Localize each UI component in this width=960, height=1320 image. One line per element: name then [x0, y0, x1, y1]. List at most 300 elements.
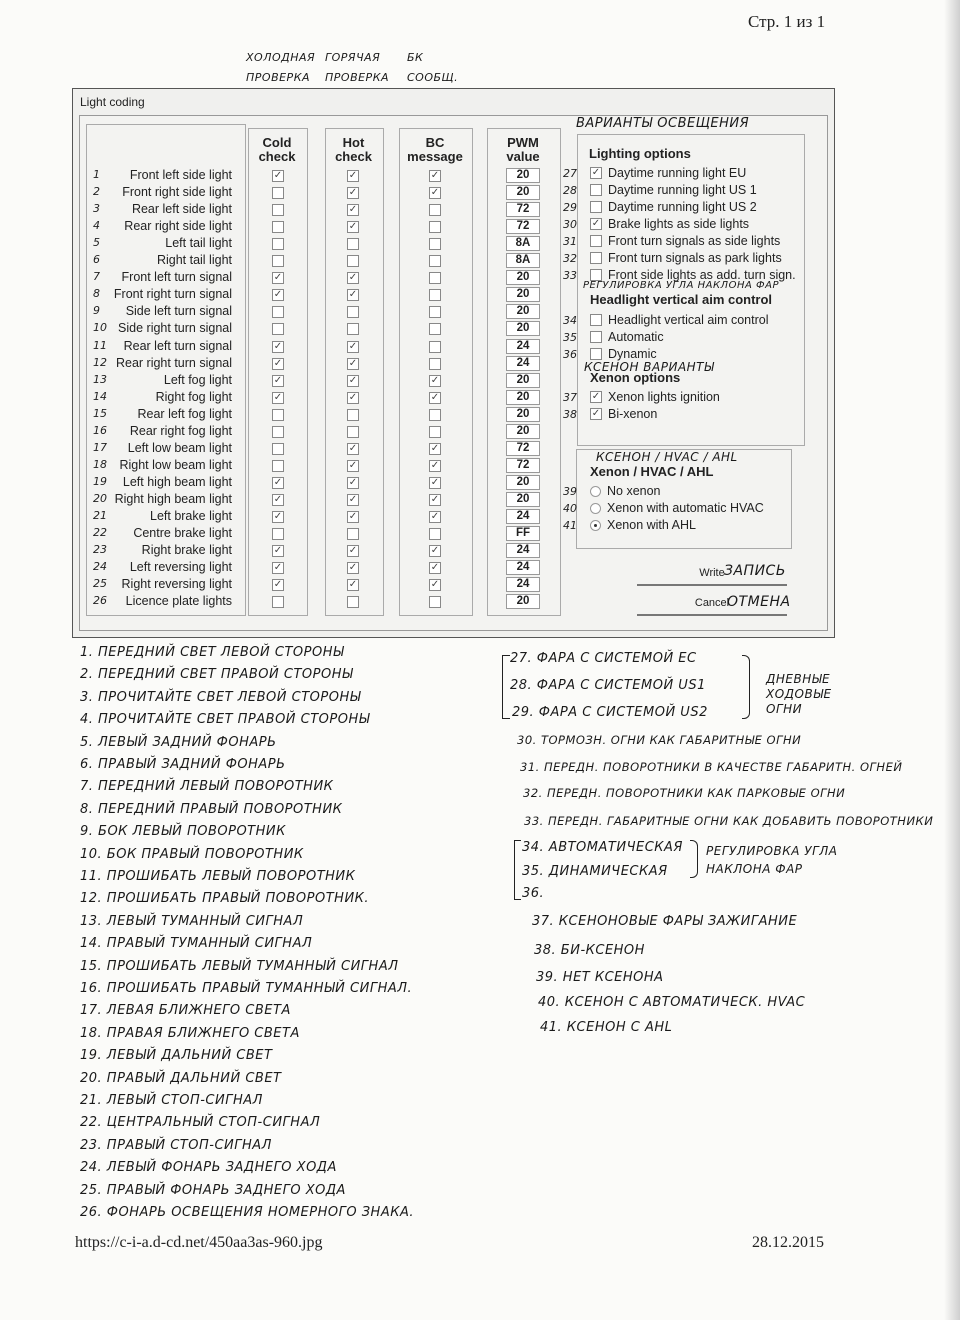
note-left-item: 14. ПРАВЫЙ ТУМАННЫЙ СИГНАЛ	[80, 936, 313, 952]
cold-check-checkbox[interactable]	[272, 306, 284, 318]
row-number: 16	[93, 423, 107, 437]
cold-check-checkbox[interactable]: ✓	[273, 391, 283, 403]
cold-check-checkbox[interactable]	[272, 187, 284, 199]
cold-check-checkbox[interactable]	[272, 528, 284, 540]
hot-check-checkbox[interactable]: ✓	[348, 459, 358, 471]
bc-check-checkbox[interactable]: ✓	[430, 442, 440, 454]
pwm-value-input[interactable]: 20	[506, 475, 540, 490]
hot-check-checkbox[interactable]: ✓	[348, 442, 358, 454]
table-row	[0, 525, 560, 542]
hot-check-checkbox[interactable]: ✓	[348, 545, 358, 557]
cold-check-checkbox[interactable]	[272, 460, 284, 472]
hot-check-checkbox[interactable]: ✓	[348, 204, 358, 216]
bc-check-checkbox[interactable]	[429, 306, 441, 318]
note-right-item: 28. ФАРА С СИСТЕМОЙ US1	[510, 678, 706, 693]
row-number: 10	[93, 321, 107, 335]
note-right-item: 30. ТОРМОЗН. ОГНИ КАК ГАБАРИТНЫЕ ОГНИ	[517, 733, 802, 747]
row-label: Front right turn signal	[113, 287, 232, 302]
note-right-item: 32. ПЕРЕДН. ПОВОРОТНИКИ КАК ПАРКОВЫЕ ОГНИ	[523, 786, 846, 800]
checkbox[interactable]	[590, 235, 602, 247]
hot-check-checkbox[interactable]: ✓	[348, 221, 358, 233]
hot-check-checkbox[interactable]: ✓	[348, 170, 358, 181]
hot-check-checkbox[interactable]	[347, 409, 359, 421]
row-number: 21	[93, 509, 107, 522]
annotation-cancel: ОТМЕНА	[727, 594, 791, 610]
note-left-item: 8. ПЕРЕДНИЙ ПРАВЫЙ ПОВОРОТНИК	[80, 801, 343, 817]
note-left-item: 13. ЛЕВЫЙ ТУМАННЫЙ СИГНАЛ	[80, 913, 304, 929]
footer-url: https://c-i-a.d-cd.net/450aa3as-960.jpg	[75, 1234, 323, 1251]
cold-check-checkbox[interactable]: ✓	[273, 357, 283, 369]
footer-date: 28.12.2015	[752, 1234, 824, 1251]
table-row	[0, 235, 560, 252]
note-left-item: 20. ПРАВЫЙ ДАЛЬНИЙ СВЕТ	[80, 1070, 282, 1086]
row-number: 17	[93, 440, 107, 454]
cold-check-checkbox[interactable]	[272, 426, 284, 438]
cold-check-checkbox[interactable]: ✓	[273, 170, 283, 181]
cold-check-checkbox[interactable]	[272, 409, 284, 421]
note-left-item: 11. ПРОШИБАТЬ ЛЕВЫЙ ПОВОРОТНИК	[80, 869, 356, 884]
cold-check-checkbox[interactable]: ✓	[273, 272, 283, 284]
row-label: Rear left fog light	[137, 406, 232, 421]
row-number: 24	[93, 560, 107, 574]
bc-check-checkbox[interactable]	[429, 255, 441, 267]
note-right-item: 27. ФАРА С СИСТЕМОЙ ЕС	[510, 651, 697, 666]
option-number: 33	[563, 269, 577, 282]
option-label: Xenon with AHL	[607, 518, 696, 532]
row-label: Right low beam light	[119, 457, 232, 472]
checkbox[interactable]: ✓	[591, 390, 601, 402]
row-number: 20	[93, 491, 107, 505]
option-number: 37	[563, 391, 577, 404]
pwm-value-input[interactable]: 24	[506, 356, 540, 371]
note-left-item: 19. ЛЕВЫЙ ДАЛЬНИЙ СВЕТ	[80, 1048, 273, 1064]
note-left-item: 6. ПРАВЫЙ ЗАДНИЙ ФОНАРЬ	[80, 757, 286, 772]
bracket-aim-right	[690, 840, 698, 878]
option-label: Front turn signals as side lights	[608, 234, 781, 248]
note-left-item: 17. ЛЕВАЯ БЛИЖНЕГО СВЕТА	[80, 1003, 291, 1019]
cold-check-checkbox[interactable]	[272, 238, 284, 250]
option-number: 27	[563, 167, 577, 180]
table-row	[0, 252, 560, 269]
pwm-value-input[interactable]: 20	[506, 407, 540, 422]
table-row	[0, 355, 560, 372]
bc-check-checkbox[interactable]: ✓	[430, 187, 440, 199]
note-left-item: 15. ПРОШИБАТЬ ЛЕВЫЙ ТУМАННЫЙ СИГНАЛ	[80, 958, 399, 974]
checkbox[interactable]	[590, 201, 602, 213]
option-number: 31	[563, 235, 577, 248]
hot-check-checkbox[interactable]: ✓	[348, 374, 358, 386]
row-label: Front left side light	[129, 168, 232, 182]
option-number: 34	[563, 314, 577, 327]
note-left-item: 9. БОК ЛЕВЫЙ ПОВОРОТНИК	[80, 824, 286, 840]
checkbox[interactable]	[590, 348, 602, 360]
checkbox[interactable]: ✓	[591, 166, 601, 178]
note-group-drl: ДНЕВНЫЕ ХОДОВЫЕ ОГНИ	[766, 672, 832, 716]
pwm-value-input[interactable]: 72	[506, 219, 540, 234]
row-label: Left reversing light	[129, 560, 232, 575]
cold-check-checkbox[interactable]: ✓	[273, 562, 283, 574]
hot-check-checkbox[interactable]: ✓	[348, 289, 358, 301]
pwm-value-input[interactable]: 20	[506, 168, 540, 183]
bc-check-checkbox[interactable]	[429, 221, 441, 233]
checkbox[interactable]: ✓	[591, 407, 601, 419]
table-row	[0, 338, 560, 355]
bc-check-checkbox[interactable]: ✓	[430, 170, 440, 181]
pwm-value-input[interactable]: 8A	[506, 253, 540, 268]
checkbox[interactable]	[590, 314, 602, 326]
table-row	[0, 406, 560, 423]
pwm-value-input[interactable]: 20	[506, 492, 540, 507]
cold-check-checkbox[interactable]: ✓	[273, 289, 283, 301]
radio-button[interactable]	[590, 503, 601, 514]
bc-check-checkbox[interactable]: ✓	[430, 545, 440, 557]
hot-check-checkbox[interactable]: ✓	[348, 187, 358, 199]
annotation-write: ЗАПИСЬ	[724, 563, 786, 579]
annotation-cold: ХОЛОДНАЯ ПРОВЕРКА	[246, 51, 316, 84]
hot-check-checkbox[interactable]: ✓	[348, 511, 358, 522]
table-row	[0, 542, 560, 559]
note-left-item: 18. ПРАВАЯ БЛИЖНЕГО СВЕТА	[80, 1025, 300, 1041]
bracket-drl-left	[502, 655, 510, 719]
annotation-lighting: ВАРИАНТЫ ОСВЕЩЕНИЯ	[576, 116, 750, 131]
hvac-option[interactable]	[590, 518, 696, 532]
pwm-value-input[interactable]: 20	[506, 321, 540, 336]
note-right-item: 31. ПЕРЕДН. ПОВОРОТНИКИ В КАЧЕСТВЕ ГАБАРИТН. ОГНЕЙ	[520, 760, 903, 774]
option-label: Daytime running light EU	[608, 166, 747, 180]
xenon-option[interactable]	[590, 407, 657, 421]
xenon-option[interactable]	[590, 390, 720, 404]
pwm-value-input[interactable]: 72	[506, 441, 540, 456]
note-left-item: 12. ПРОШИБАТЬ ПРАВЫЙ ПОВОРОТНИК.	[80, 891, 370, 907]
note-right-item: 35. ДИНАМИЧЕСКАЯ	[522, 864, 668, 879]
note-left-item: 7. ПЕРЕДНИЙ ЛЕВЫЙ ПОВОРОТНИК	[80, 779, 334, 795]
bc-check-checkbox[interactable]: ✓	[430, 476, 440, 488]
radio-button[interactable]	[590, 486, 601, 497]
cold-check-checkbox[interactable]	[272, 443, 284, 455]
note-left-item: 4. ПРОЧИТАЙТЕ СВЕТ ПРАВОЙ СТОРОНЫ	[80, 712, 370, 728]
hot-check-checkbox[interactable]	[347, 306, 359, 318]
cold-check-checkbox[interactable]	[272, 221, 284, 233]
table-row	[0, 423, 560, 440]
row-number: 9	[93, 304, 100, 318]
pwm-value-input[interactable]: 20	[506, 270, 540, 285]
annotation-hot: ГОРЯЧАЯ ПРОВЕРКА	[325, 51, 390, 84]
cold-check-checkbox[interactable]: ✓	[273, 511, 283, 522]
hot-check-checkbox[interactable]	[347, 238, 359, 250]
pwm-value-input[interactable]: 24	[506, 543, 540, 558]
table-row	[0, 372, 560, 389]
checkbox[interactable]	[590, 331, 602, 343]
cold-check-checkbox[interactable]	[272, 255, 284, 267]
table-row	[0, 474, 560, 491]
hot-check-checkbox[interactable]	[347, 596, 359, 608]
hot-check-checkbox[interactable]: ✓	[348, 340, 358, 352]
table-row	[0, 559, 560, 576]
row-number: 3	[93, 202, 100, 216]
bc-check-checkbox[interactable]: ✓	[430, 374, 440, 386]
row-label: Right reversing light	[121, 577, 232, 592]
xenon-hvac-ahl-title: Xenon / HVAC / AHL	[590, 464, 714, 479]
bc-check-checkbox[interactable]: ✓	[430, 391, 440, 403]
option-label: Xenon with automatic HVAC	[607, 501, 764, 515]
pwm-value-input[interactable]: 20	[506, 390, 540, 405]
hot-check-checkbox[interactable]	[347, 426, 359, 438]
bc-check-checkbox[interactable]	[429, 204, 441, 216]
annotation-aim: РЕГУЛИРОВКА УГЛА НАКЛОНА ФАР	[583, 280, 779, 291]
cold-check-checkbox[interactable]	[272, 204, 284, 216]
cancel-label: Cancel	[694, 597, 730, 609]
header-hot-check: Hot check	[335, 135, 372, 164]
checkbox[interactable]	[590, 252, 602, 264]
bc-check-checkbox[interactable]	[429, 426, 441, 438]
cold-check-checkbox[interactable]	[272, 596, 284, 608]
note-right-item: 34. АВТОМАТИЧЕСКАЯ	[522, 840, 683, 855]
row-label: Centre brake light	[133, 526, 232, 541]
hot-check-checkbox[interactable]	[347, 528, 359, 540]
hot-check-checkbox[interactable]: ✓	[348, 272, 358, 284]
cold-check-checkbox[interactable]: ✓	[273, 374, 283, 386]
pwm-value-input[interactable]: 20	[506, 304, 540, 319]
lighting-option[interactable]	[590, 200, 757, 214]
note-right-item: 39. НЕТ КСЕНОНА	[536, 970, 664, 985]
aim-option[interactable]	[590, 330, 664, 344]
bc-check-checkbox[interactable]: ✓	[430, 579, 440, 591]
hot-check-checkbox[interactable]	[347, 323, 359, 335]
row-number: 25	[93, 577, 107, 591]
bc-check-checkbox[interactable]	[429, 358, 441, 370]
table-row	[0, 286, 560, 303]
table-row	[0, 184, 560, 201]
bc-check-checkbox[interactable]	[429, 409, 441, 421]
option-label: Daytime running light US 2	[608, 200, 757, 214]
bc-check-checkbox[interactable]	[429, 596, 441, 608]
option-label: No xenon	[607, 484, 661, 498]
option-label: Daytime running light US 1	[608, 183, 757, 197]
note-left-item: 24. ЛЕВЫЙ ФОНАРЬ ЗАДНЕГО ХОДА	[80, 1160, 337, 1176]
row-number: 22	[93, 526, 107, 540]
option-label: Front turn signals as park lights	[608, 251, 782, 265]
bracket-aim-left	[514, 840, 521, 900]
row-number: 15	[93, 406, 107, 420]
table-row	[0, 389, 560, 406]
row-label: Licence plate lights	[125, 594, 232, 609]
option-number: 36	[563, 348, 577, 361]
pwm-value-input[interactable]: 72	[506, 458, 540, 473]
row-number: 12	[93, 355, 107, 369]
row-label: Side left turn signal	[125, 304, 232, 319]
note-right-item: 33. ПЕРЕДН. ГАБАРИТНЫЕ ОГНИ КАК ДОБАВИТЬ ПОВОРОТНИКИ	[524, 814, 934, 828]
table-row	[0, 457, 560, 474]
checkbox[interactable]: ✓	[591, 217, 601, 229]
row-label: Left tail light	[165, 236, 232, 251]
aim-option[interactable]	[590, 313, 769, 327]
aim-option[interactable]	[590, 347, 657, 361]
hot-check-checkbox[interactable]: ✓	[348, 476, 358, 488]
row-label: Right fog light	[155, 389, 232, 404]
pwm-value-input[interactable]: 8A	[506, 236, 540, 251]
row-number: 13	[93, 372, 107, 386]
hvac-option[interactable]	[590, 501, 764, 515]
header-bc-message: BC message	[407, 135, 463, 164]
table-row	[0, 303, 560, 320]
table-row	[0, 269, 560, 286]
pwm-value-input[interactable]: 24	[506, 577, 540, 592]
row-number: 4	[93, 219, 100, 233]
lighting-option[interactable]	[590, 166, 746, 180]
bc-check-checkbox[interactable]	[429, 272, 441, 284]
note-left-item: 23. ПРАВЫЙ СТОП-СИГНАЛ	[80, 1137, 272, 1153]
pwm-value-input[interactable]: 24	[506, 339, 540, 354]
lighting-option[interactable]	[590, 234, 780, 248]
note-left-item: 1. ПЕРЕДНИЙ СВЕТ ЛЕВОЙ СТОРОНЫ	[80, 645, 345, 660]
row-label: Rear left turn signal	[123, 338, 232, 353]
row-number: 1	[93, 168, 100, 181]
table-row	[0, 320, 560, 337]
table-row	[0, 201, 560, 218]
hot-check-checkbox[interactable]	[347, 255, 359, 267]
bc-check-checkbox[interactable]	[429, 323, 441, 335]
bracket-drl-right	[742, 655, 750, 719]
cold-check-checkbox[interactable]	[272, 323, 284, 335]
cold-check-checkbox[interactable]: ✓	[273, 340, 283, 352]
row-number: 8	[93, 287, 100, 301]
row-label: Left high beam light	[122, 474, 232, 489]
radio-button[interactable]	[590, 520, 601, 531]
table-row	[0, 593, 560, 610]
table-row	[0, 440, 560, 457]
aim-control-title: Headlight vertical aim control	[590, 292, 773, 307]
option-number: 32	[563, 252, 577, 265]
checkbox[interactable]	[590, 184, 602, 196]
pwm-value-input[interactable]: 20	[506, 287, 540, 302]
row-number: 23	[93, 543, 107, 557]
row-label: Right tail light	[156, 253, 232, 268]
page-header: Стр. 1 из 1	[748, 12, 826, 31]
pwm-value-input[interactable]: 24	[506, 560, 540, 575]
row-number: 2	[93, 185, 100, 199]
xenon-options-title: Xenon options	[590, 370, 681, 385]
pwm-value-input[interactable]: FF	[506, 526, 540, 541]
option-number: 35	[563, 331, 577, 344]
annotation-bc: БК СООБЩ.	[407, 51, 459, 84]
option-label: Dynamic	[608, 347, 657, 361]
row-number: 19	[93, 474, 107, 488]
note-left-item: 16. ПРОШИБАТЬ ПРАВЫЙ ТУМАННЫЙ СИГНАЛ.	[80, 981, 413, 996]
cold-check-checkbox[interactable]: ✓	[273, 476, 283, 488]
option-number: 38	[563, 408, 577, 421]
pwm-value-input[interactable]: 72	[506, 202, 540, 217]
bc-check-checkbox[interactable]: ✓	[430, 493, 440, 505]
row-label: Left fog light	[163, 372, 232, 387]
note-left-item: 25. ПРАВЫЙ ФОНАРЬ ЗАДНЕГО ХОДА	[80, 1182, 346, 1198]
hvac-option[interactable]	[590, 484, 661, 498]
hot-check-checkbox[interactable]: ✓	[348, 579, 358, 591]
option-label: Headlight vertical aim control	[608, 313, 769, 327]
bc-check-checkbox[interactable]	[429, 289, 441, 301]
row-label: Right brake light	[141, 543, 232, 558]
cold-check-checkbox[interactable]: ✓	[273, 579, 283, 591]
option-number: 30	[563, 218, 577, 231]
option-number: 29	[563, 201, 577, 214]
bc-check-checkbox[interactable]: ✓	[430, 511, 440, 522]
row-number: 11	[93, 338, 107, 352]
row-label: Right high beam light	[114, 491, 232, 506]
row-label: Left brake light	[150, 509, 232, 523]
row-label: Rear right fog light	[129, 423, 232, 438]
table-row	[0, 576, 560, 593]
row-number: 14	[93, 389, 107, 403]
cold-check-checkbox[interactable]: ✓	[273, 545, 283, 557]
row-label: Rear right side light	[124, 219, 232, 234]
dialog-title: Light coding	[80, 95, 145, 109]
note-left-item: 26. ФОНАРЬ ОСВЕЩЕНИЯ НОМЕРНОГО ЗНАКА.	[80, 1205, 414, 1220]
option-label: Front side lights as add. turn sign.	[608, 268, 796, 282]
pwm-value-input[interactable]: 20	[506, 424, 540, 439]
hot-check-checkbox[interactable]: ✓	[348, 357, 358, 369]
row-label: Rear left side light	[131, 202, 232, 217]
pwm-value-input[interactable]: 24	[506, 509, 540, 524]
hot-check-checkbox[interactable]: ✓	[348, 493, 358, 505]
table-row	[0, 167, 560, 184]
note-group-aim: РЕГУЛИРОВКА УГЛА НАКЛОНА ФАР	[706, 844, 838, 876]
row-number: 6	[93, 253, 100, 267]
cold-check-checkbox[interactable]: ✓	[273, 493, 283, 505]
note-left-item: 21. ЛЕВЫЙ СТОП-СИГНАЛ	[80, 1093, 263, 1108]
note-right-item: 36.	[522, 886, 545, 901]
note-left-item: 22. ЦЕНТРАЛЬНЫЙ СТОП-СИГНАЛ	[80, 1115, 321, 1131]
note-right-item: 37. КСЕНОНОВЫЕ ФАРЫ ЗАЖИГАНИЕ	[532, 914, 798, 929]
bc-check-checkbox[interactable]	[429, 528, 441, 540]
note-right-item: 40. КСЕНОН С АВТОМАТИЧЕСК. HVAC	[538, 995, 806, 1010]
lighting-option[interactable]	[590, 251, 782, 265]
pwm-value-input[interactable]: 20	[506, 185, 540, 200]
hot-check-checkbox[interactable]: ✓	[348, 562, 358, 574]
note-left-item: 3. ПРОЧИТАЙТЕ СВЕТ ЛЕВОЙ СТОРОНЫ	[80, 689, 361, 705]
note-right-item: 29. ФАРА С СИСТЕМОЙ US2	[512, 705, 708, 720]
note-right-item: 38. БИ-КСЕНОН	[534, 943, 645, 958]
table-row	[0, 218, 560, 235]
option-number: 40	[563, 502, 577, 515]
annotation-xenon: КСЕНОН ВАРИАНТЫ	[584, 360, 715, 374]
option-label: Xenon lights ignition	[608, 390, 720, 404]
row-label: Front right side light	[122, 185, 232, 200]
bc-check-checkbox[interactable]: ✓	[430, 459, 440, 471]
hot-check-checkbox[interactable]: ✓	[348, 391, 358, 403]
option-label: Bi-xenon	[608, 407, 658, 421]
row-label: Rear right turn signal	[115, 355, 232, 370]
lighting-option[interactable]	[590, 217, 749, 231]
row-label: Side right turn signal	[118, 321, 232, 336]
option-label: Brake lights as side lights	[608, 217, 750, 231]
option-number: 41	[563, 519, 577, 532]
page-edge-shadow	[944, 0, 960, 1320]
lighting-option[interactable]	[590, 183, 757, 197]
row-number: 26	[93, 594, 107, 608]
bc-check-checkbox[interactable]	[429, 238, 441, 250]
row-number: 18	[93, 457, 107, 471]
pwm-value-input[interactable]: 20	[506, 594, 540, 609]
checkbox[interactable]	[590, 269, 602, 281]
note-left-item: 2. ПЕРЕДНИЙ СВЕТ ПРАВОЙ СТОРОНЫ	[80, 667, 354, 683]
pwm-value-input[interactable]: 20	[506, 373, 540, 388]
bc-check-checkbox[interactable]	[429, 341, 441, 353]
table-row	[0, 491, 560, 508]
option-number: 39	[563, 485, 577, 498]
row-number: 7	[93, 270, 100, 284]
note-left-item: 10. БОК ПРАВЫЙ ПОВОРОТНИК	[80, 846, 304, 862]
table-row	[0, 508, 560, 525]
bc-check-checkbox[interactable]: ✓	[430, 562, 440, 574]
